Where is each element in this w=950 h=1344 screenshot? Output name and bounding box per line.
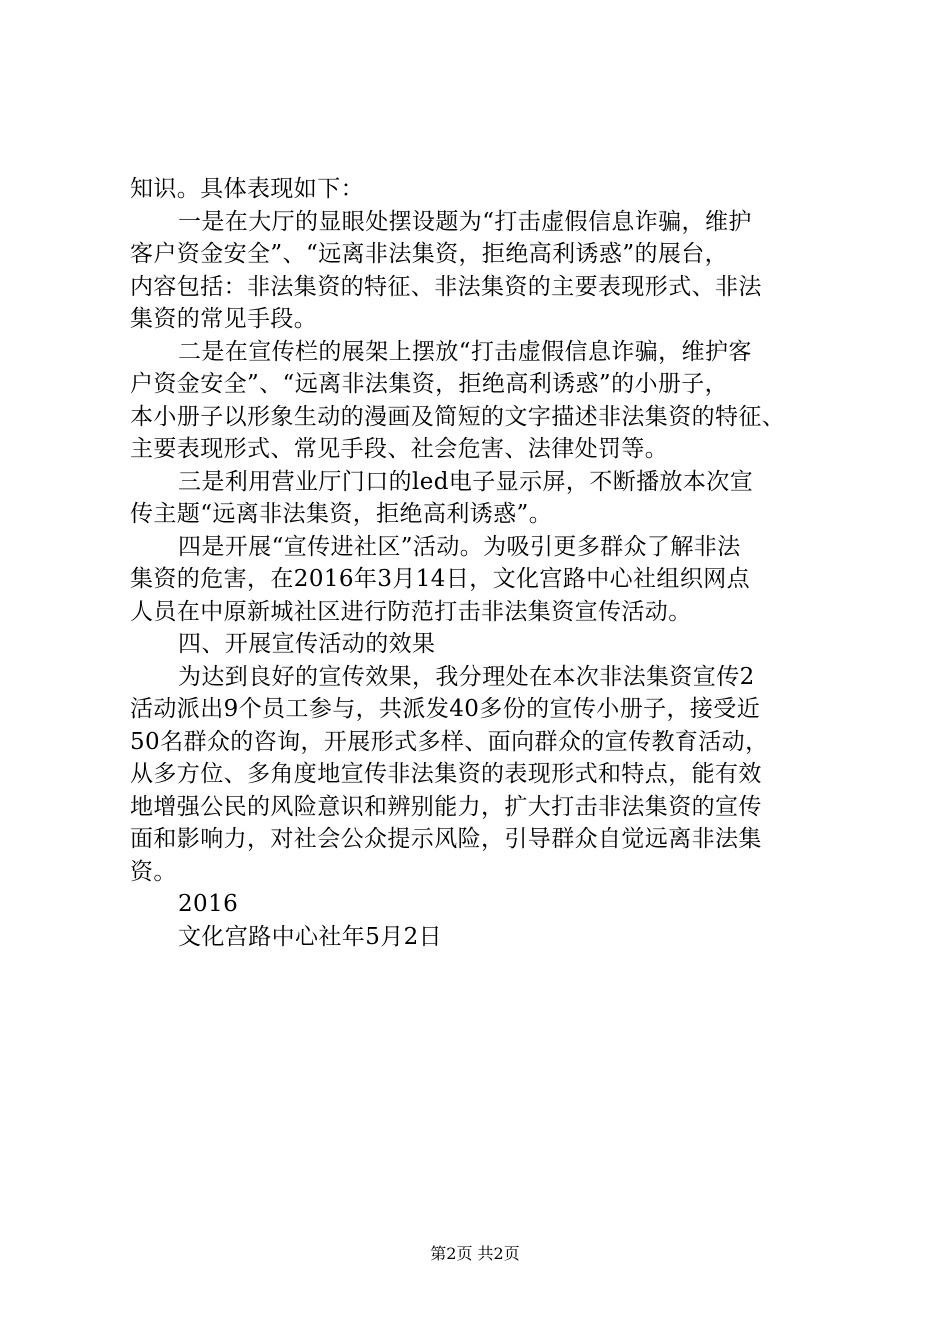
signature-date: 文化宫路中心社年5月2日 — [178, 923, 443, 950]
page-footer — [0, 1244, 950, 1264]
section-heading: 四、开展宣传活动的效果 — [178, 631, 436, 657]
text-line: 活动派出9个员工参与，共派发40多份的宣传小册子，接受近 — [130, 696, 761, 722]
text-line: 从多方位、多角度地宣传非法集资的表现形式和特点，能有效 — [130, 761, 762, 787]
text-line: 地增强公民的风险意识和辨别能力，扩大打击非法集资的宣传 — [130, 793, 762, 820]
text-line: 四是开展“宣传进社区”活动。为吸引更多群众了解非法 — [178, 533, 741, 560]
document-body — [130, 173, 830, 953]
text-line: 内容包括：非法集资的特征、非法集资的主要表现形式、非法 — [130, 273, 762, 300]
text-line: 集资的危害，在2016年3月14日，文化宫路中心社组织网点 — [130, 566, 751, 592]
text-line: 面和影响力，对社会公众提示风险，引导群众自觉远离非法集 — [130, 826, 762, 852]
text-line: 主要表现形式、常见手段、社会危害、法律处罚等。 — [130, 436, 669, 462]
text-line: 一是在大厅的显眼处摆设题为“打击虚假信息诈骗，维护 — [178, 208, 752, 235]
text-line: 户资金安全”、“远离非法集资，拒绝高利诱惑”的小册子， — [130, 371, 729, 397]
text-line: 资。 — [130, 858, 177, 885]
page-number: 第2页 共2页 — [430, 1244, 520, 1263]
text-line: 50名群众的咨询，开展形式多样、面向群众的宣传教育活动， — [130, 728, 769, 755]
signature-year: 2016 — [178, 891, 239, 917]
text-line: 人员在中原新城社区进行防范打击非法集资宣传活动。 — [130, 598, 692, 625]
text-line: 三是利用营业厅门口的led电子显示屏，不断播放本次宣 — [178, 468, 754, 495]
text-line: 客户资金安全”、“远离非法集资，拒绝高利诱惑”的展台， — [130, 241, 729, 267]
text-line: 集资的常见手段。 — [130, 306, 318, 332]
text-line: 为达到良好的宣传效果，我分理处在本次非法集资宣传2 — [178, 663, 755, 690]
text-line: 知识。具体表现如下： — [130, 176, 364, 202]
text-line: 二是在宣传栏的展架上摆放“打击虚假信息诈骗，维护客 — [178, 338, 752, 365]
text-line: 本小册子以形象生动的漫画及简短的文字描述非法集资的特征、 — [130, 403, 786, 430]
text-line: 传主题“远离非法集资，拒绝高利诱惑”。 — [130, 501, 553, 527]
